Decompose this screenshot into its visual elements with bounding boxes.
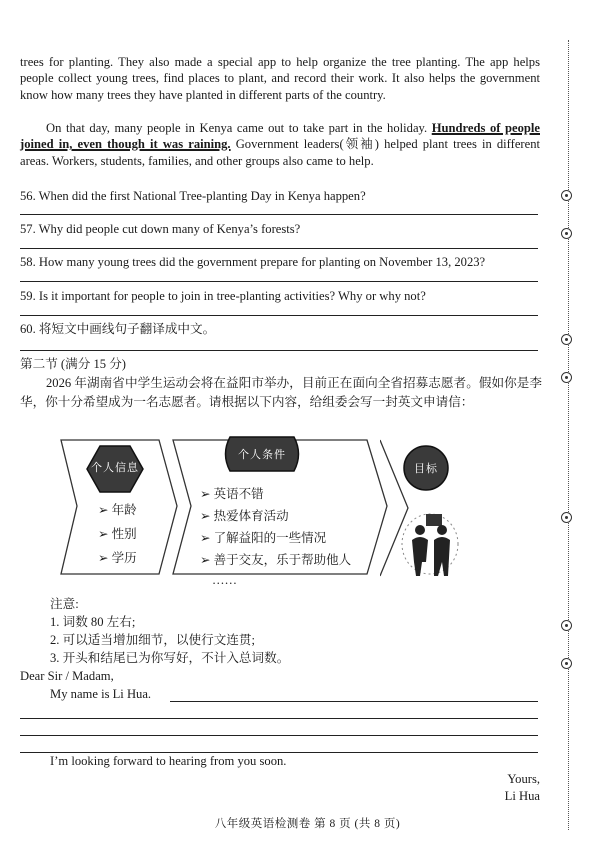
- answer-line[interactable]: [20, 214, 538, 215]
- condition-item: ➢ 了解益阳的一些情况: [200, 531, 327, 545]
- letter-signoff: Yours,: [507, 772, 540, 786]
- writing-prompt: 2026 年湖南省中学生运动会将在益阳市举办，目前正在面向全省招募志愿者。假如你是李华，你十分希望成为一名志愿者。请根据以下内容，给组委会写一封英文申请信：: [20, 376, 542, 409]
- writing-line[interactable]: [20, 718, 538, 719]
- writing-line[interactable]: [170, 701, 538, 702]
- letter-signature: Li Hua: [504, 789, 540, 803]
- personal-info-item: ➢ 学历: [98, 551, 137, 565]
- answer-line[interactable]: [20, 281, 538, 282]
- question-57: 57. Why did people cut down many of Kenya’s forests?: [20, 222, 301, 236]
- binding-hole-icon: [561, 658, 572, 669]
- binding-hole-icon: [561, 512, 572, 523]
- personal-info-item: ➢ 年龄: [98, 503, 137, 517]
- condition-item: ➢ 热爱体育活动: [200, 509, 289, 523]
- passage-paragraph: trees for planting. They also made a special app to help organize the tree planting. The app helps people collect young trees, find places to plant, and record their work. It also helps the government know how many trees they have planted in different parts of the country.: [20, 55, 540, 102]
- letter-closing: I’m looking forward to hearing from you soon.: [50, 754, 287, 768]
- badge-conditions: 个人条件: [220, 436, 304, 472]
- question-59: 59. Is it important for people to join in tree-planting activities? Why or why not?: [20, 289, 426, 303]
- binding-hole-icon: [561, 190, 572, 201]
- answer-line[interactable]: [20, 350, 538, 351]
- condition-item: ……: [212, 573, 237, 587]
- note-item: 1. 词数 80 左右;: [50, 615, 136, 629]
- badge-goal: 目标: [402, 444, 450, 492]
- letter-greeting: Dear Sir / Madam,: [20, 669, 114, 683]
- condition-item: ➢ 英语不错: [200, 487, 264, 501]
- note-item: 2. 可以适当增加细节，以使行文连贯;: [50, 633, 255, 647]
- passage-text: On that day, many people in Kenya came out to take part in the holiday.: [46, 121, 432, 135]
- letter-opening: My name is Li Hua.: [50, 687, 152, 701]
- passage-text: Government leaders(领袖) helped plant trees in different areas. Workers, students, families, and other groups also came to help.: [20, 137, 541, 168]
- volunteers-illustration-icon: [400, 500, 464, 582]
- answer-line[interactable]: [20, 315, 538, 316]
- question-60: 60. 将短文中画线句子翻译成中文。: [20, 322, 216, 336]
- personal-info-item: ➢ 性别: [98, 527, 137, 541]
- passage-paragraph: [20, 120, 540, 169]
- badge-personal-info: 个人信息: [86, 444, 144, 494]
- binding-hole-icon: [561, 334, 572, 345]
- notes-title: 注意:: [50, 597, 79, 611]
- binding-hole-icon: [561, 372, 572, 383]
- condition-item: ➢ 善于交友，乐于帮助他人: [200, 553, 352, 567]
- section-title: 第二节 (满分 15 分): [20, 357, 126, 371]
- writing-line[interactable]: [20, 735, 538, 736]
- answer-line[interactable]: [20, 248, 538, 249]
- binding-hole-icon: [561, 620, 572, 631]
- binding-margin-line: [568, 40, 569, 830]
- question-56: 56. When did the first National Tree-planting Day in Kenya happen?: [20, 189, 366, 203]
- underlined-sentence: Hundreds of people joined in, even though it was raining.: [20, 121, 540, 152]
- note-item: 3. 开头和结尾已为你写好，不计入总词数。: [50, 651, 290, 665]
- binding-hole-icon: [561, 228, 572, 239]
- question-58: 58. How many young trees did the government prepare for planting on November 13, 2023?: [20, 255, 486, 269]
- page-footer: 八年级英语检测卷 第 8 页 (共 8 页): [214, 818, 401, 830]
